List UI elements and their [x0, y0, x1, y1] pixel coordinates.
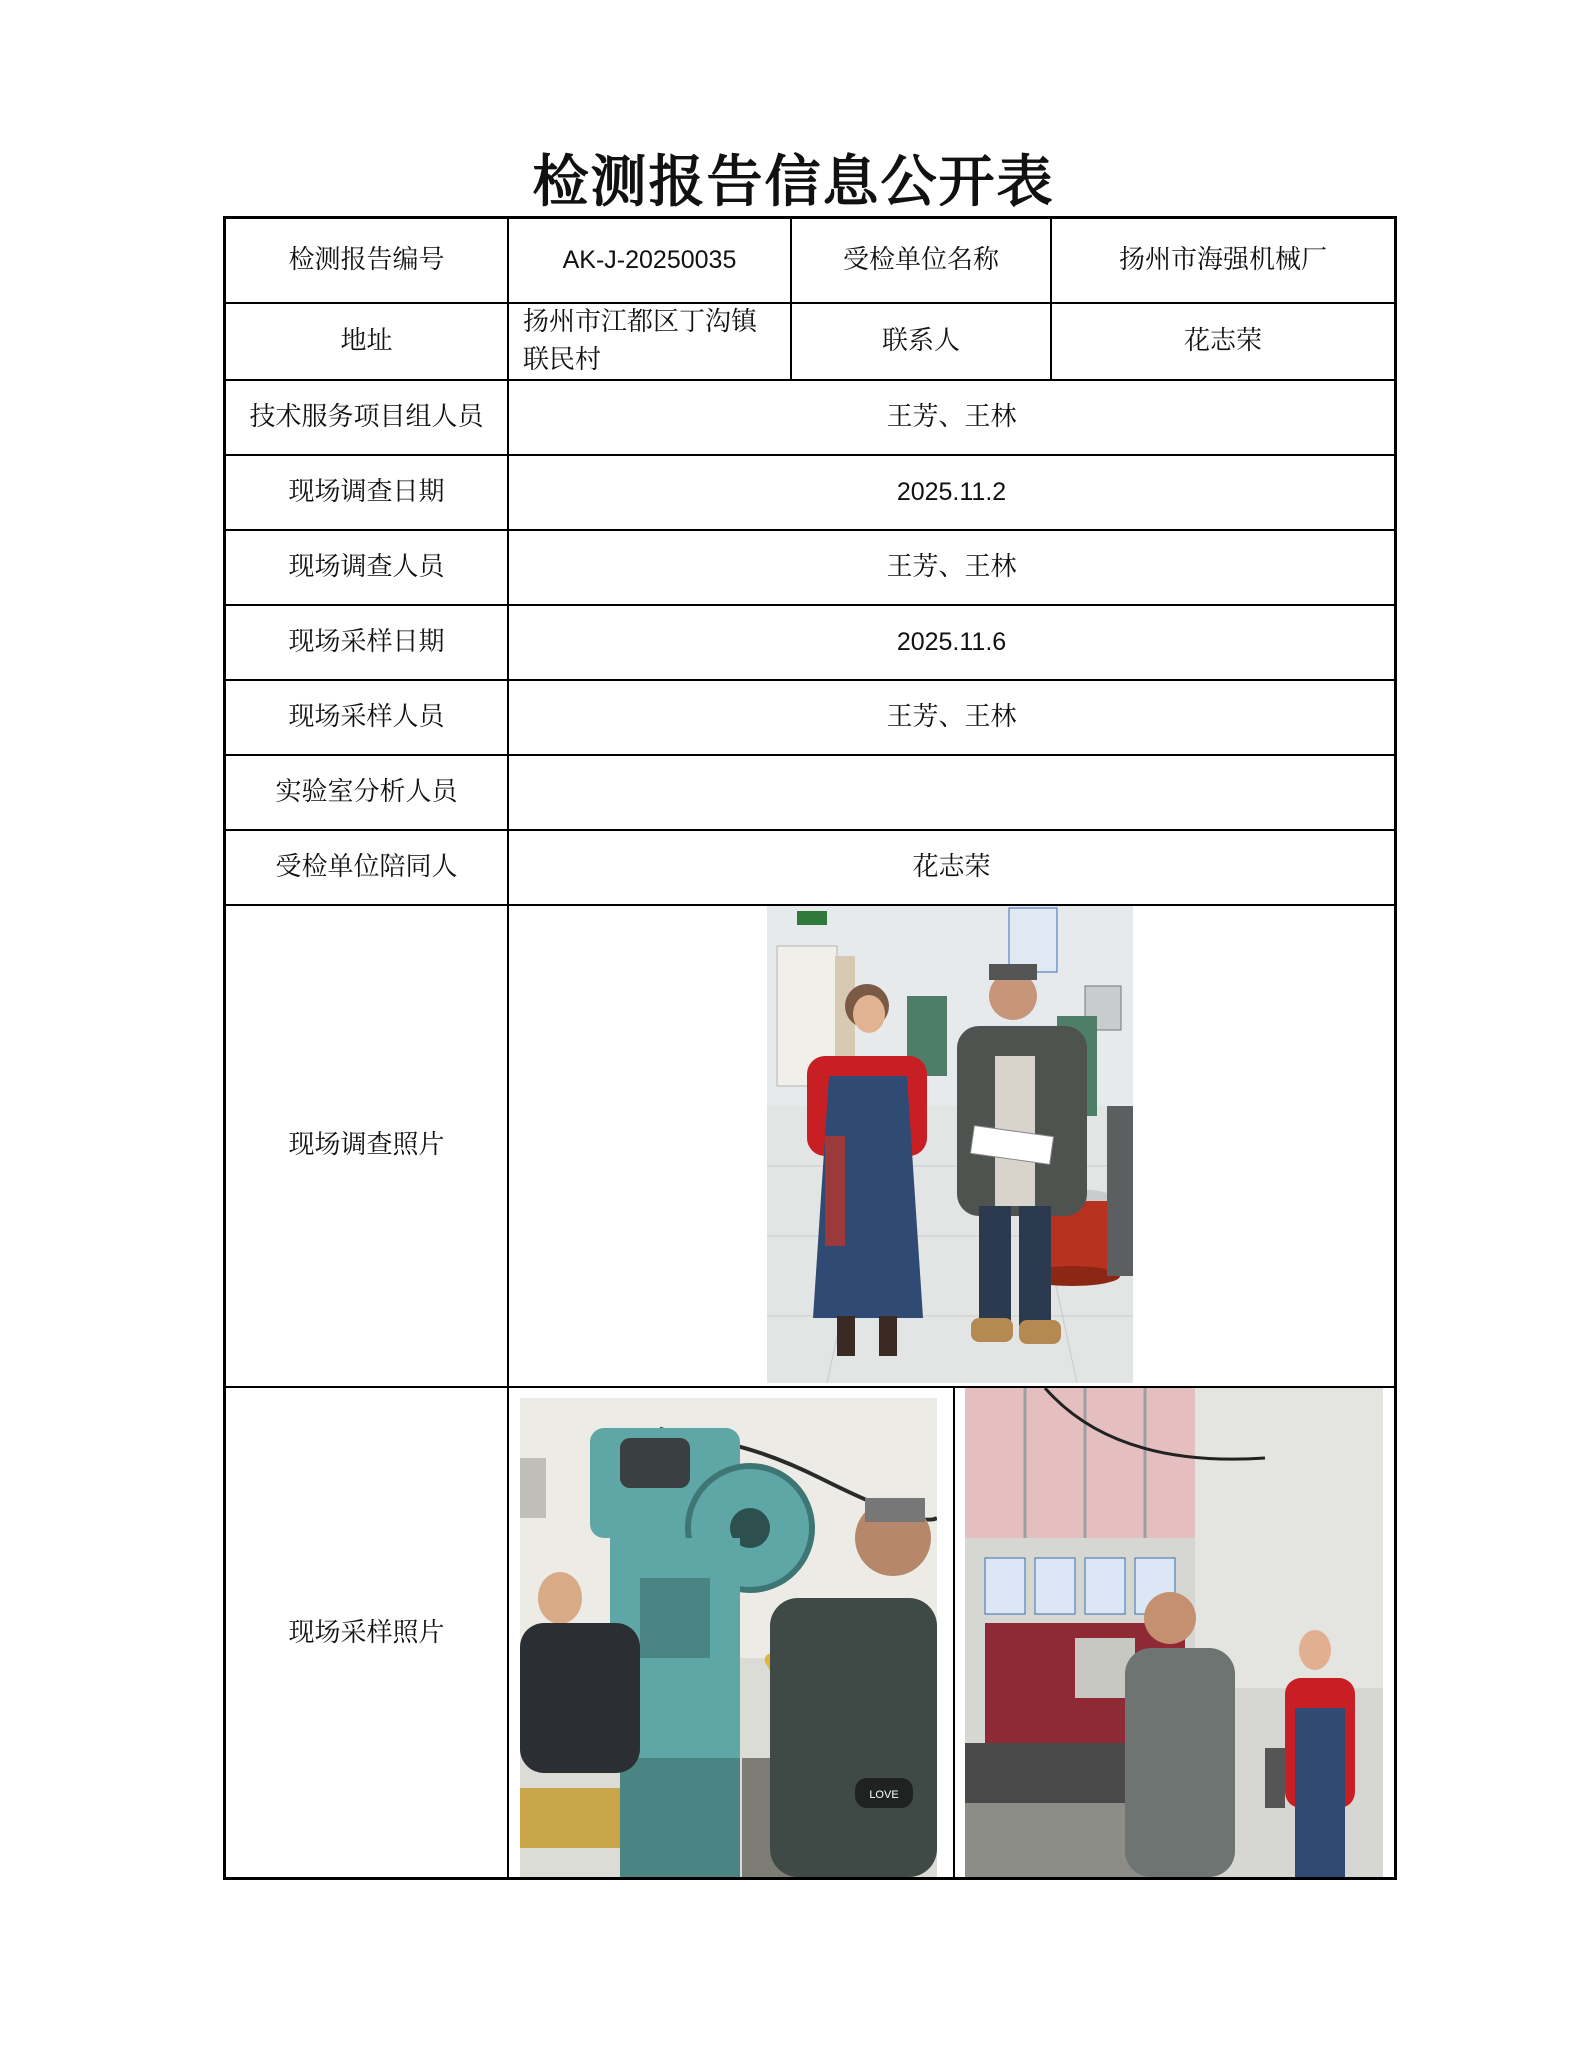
row-value: 王芳、王林 — [886, 401, 1017, 432]
row-label: 现场采样人员 — [288, 701, 445, 732]
row-label: 现场调查日期 — [288, 476, 445, 507]
row-value: 王芳、王林 — [886, 701, 1017, 732]
sampling-photo-label: 现场采样照片 — [288, 1618, 445, 1649]
report-no-label: 检测报告编号 — [288, 244, 445, 275]
survey-photo — [767, 906, 1133, 1383]
row-label: 实验室分析人员 — [275, 776, 458, 807]
row-label: 受检单位陪同人 — [275, 851, 458, 882]
contact-value: 花志荣 — [1183, 325, 1262, 356]
sampling-photo-press — [520, 1398, 937, 1877]
row-value: 2025.11.2 — [896, 478, 1007, 507]
unit-name-label: 受检单位名称 — [842, 244, 999, 275]
row-value: 花志荣 — [912, 851, 991, 882]
row-value: 王芳、王林 — [886, 551, 1017, 582]
info-table — [223, 216, 1397, 1880]
row-value — [509, 756, 1394, 829]
report-no-value: AK-J-20250035 — [562, 246, 737, 275]
address-label: 地址 — [340, 325, 393, 356]
address-value: 扬州市江都区丁沟镇联民村 — [523, 306, 758, 375]
unit-name-value: 扬州市海强机械厂 — [1118, 244, 1327, 275]
row-label: 现场调查人员 — [288, 551, 445, 582]
contact-label: 联系人 — [881, 325, 960, 356]
sampling-photo-shear — [965, 1388, 1383, 1877]
page-title: 检测报告信息公开表 — [532, 149, 1055, 215]
survey-photo-label: 现场调查照片 — [288, 1130, 445, 1161]
row-value: 2025.11.6 — [896, 628, 1007, 657]
row-label: 技术服务项目组人员 — [249, 401, 484, 432]
jacket-print: LOVE — [869, 1789, 899, 1801]
row-label: 现场采样日期 — [288, 626, 445, 657]
